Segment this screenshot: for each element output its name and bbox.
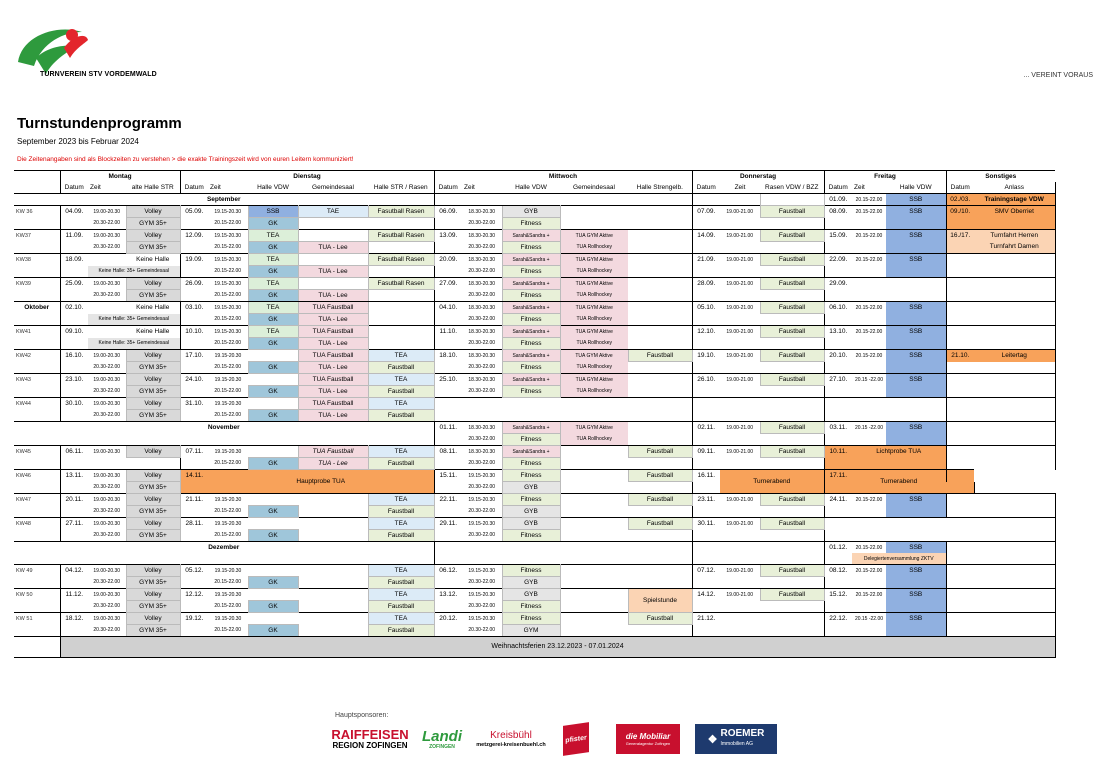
cell-ssb: SSB	[886, 254, 946, 266]
cell-tua-roll: TUA Rollhockey	[560, 362, 628, 374]
cell-ssb: SSB	[248, 206, 298, 218]
cell-tua-roll: TUA Rollhockey	[560, 314, 628, 326]
cell-faustball: Faustball	[368, 458, 434, 470]
page-title: Turnstundenprogramm	[17, 115, 182, 132]
cell-tea: TEA	[368, 589, 434, 601]
cell-gym35: GYM 35+	[126, 530, 180, 542]
cell-ssb: SSB	[886, 194, 946, 206]
cell-tua-roll: TUA Rollhockey	[560, 242, 628, 254]
col-anlass: Anlass	[974, 182, 1055, 194]
cell-volley: Volley	[126, 398, 180, 410]
cell-volley: Volley	[126, 518, 180, 530]
cell-faustball: Faustball	[628, 494, 692, 506]
sponsor-roemer: ❖ ROEMER Immobilien AG	[695, 724, 777, 754]
cell-ssb: SSB	[886, 374, 946, 386]
cell-tua-gym: TUA GYM Aktive	[560, 230, 628, 242]
col-halle-vdw: Halle VDW	[248, 182, 298, 194]
col-datum: Datum	[60, 182, 88, 194]
cell-fitness: Fitness	[502, 565, 560, 577]
cell-ssb: SSB	[886, 302, 946, 314]
cell-faustball: Fasutball Rasen	[368, 230, 434, 242]
cell-faustball: Faustball	[760, 326, 824, 338]
col-zeit: Zeit	[88, 182, 126, 194]
cell-gk: GK	[248, 266, 298, 278]
cell-tea: TEA	[368, 565, 434, 577]
cell-turnerabend: Turnerabend	[852, 470, 946, 494]
cell-ssb: SSB	[886, 565, 946, 577]
roemer-icon: ❖	[707, 733, 718, 746]
cell-volley: Volley	[126, 613, 180, 625]
cell-tua-gym: TUA GYM Aktive	[560, 326, 628, 338]
cell-gk: GK	[248, 458, 298, 470]
kw-label: KW45	[14, 446, 60, 458]
cell-fitness: Fitness	[502, 458, 560, 470]
cell-tea: TEA	[368, 398, 434, 410]
col-gemeindesaal: Gemeindesaal	[298, 182, 368, 194]
col-halle-vdw: Halle VDW	[502, 182, 560, 194]
cell-tua-gym: TUA GYM Aktive	[560, 302, 628, 314]
cell-sarah: Sarah&Sandra +	[502, 422, 560, 434]
cell-faustball: Faustball	[760, 422, 824, 434]
cell-faustball: Faustball	[760, 565, 824, 577]
col-zeit: Zeit	[720, 182, 760, 194]
kw-label: KW 36	[14, 206, 60, 218]
cell-faustball: Faustball	[760, 374, 824, 386]
cell-keine-halle: Keine Halle	[136, 303, 170, 311]
cell-gym35: GYM 35+	[126, 362, 180, 374]
cell-gym35: GYM 35+	[126, 242, 180, 254]
cell-tua-roll: TUA Rollhockey	[560, 434, 628, 446]
cell-sarah: Sarah&Sandra +	[502, 350, 560, 362]
cell-tua-faustball: TUA Faustball	[298, 374, 368, 386]
cell-tae: TAE	[298, 206, 368, 218]
cell-gym35: GYM 35+	[126, 506, 180, 518]
cell-sarah: Sarah&Sandra +	[502, 230, 560, 242]
cell-faustball: Faustball	[628, 613, 692, 625]
sponsor-landi: Landi ZOFINGEN	[422, 727, 462, 750]
period: September 2023 bis Februar 2024	[17, 137, 139, 146]
cell-gk: GK	[248, 530, 298, 542]
col-datum: Datum	[180, 182, 208, 194]
cell-fitness: Fitness	[502, 386, 560, 398]
cell-faustball: Faustball	[760, 206, 824, 218]
time-note: Die Zeitenangaben sind als Blockzeiten zu verstehen > die exakte Trainingszeit wird von euren Leitern kommuniziert!	[17, 156, 354, 163]
slogan: ... VEREINT VORAUS	[1023, 72, 1093, 79]
cell-fitness: Fitness	[502, 314, 560, 326]
kw-label: KW46	[14, 470, 60, 482]
cell-event: Turnfahrt Herren	[974, 230, 1055, 242]
cell-fitness: Fitness	[502, 494, 560, 506]
cell-tua-roll: TUA Rollhockey	[560, 338, 628, 350]
cell-gyb: GYB	[502, 506, 560, 518]
kw-label: KW41	[14, 326, 60, 338]
cell-volley: Volley	[126, 374, 180, 386]
cell-faustball: Faustball	[628, 470, 692, 482]
cell-faustball: Faustball	[368, 577, 434, 589]
cell-fitness: Fitness	[502, 601, 560, 613]
cell-volley: Volley	[126, 565, 180, 577]
cell-tea: TEA	[368, 446, 434, 458]
cell-turnerabend: Turnerabend	[720, 470, 824, 494]
cell-tua-lee: TUA - Lee	[298, 338, 368, 350]
cell-gk: GK	[248, 601, 298, 613]
cell-faustball: Faustball	[628, 446, 692, 458]
cell-event: Delegiertenversammlung ZKTV	[852, 553, 946, 565]
cell-tua-roll: TUA Rollhockey	[560, 266, 628, 278]
cell-fitness: Fitness	[502, 338, 560, 350]
day-donnerstag: Donnerstag	[692, 171, 824, 183]
cell-ssb: SSB	[886, 350, 946, 362]
col-datum: Datum	[434, 182, 462, 194]
cell-tea: TEA	[368, 518, 434, 530]
month-september: September	[206, 195, 241, 203]
month-november: November	[207, 423, 240, 431]
col-rasen-vdw-bzz: Rasen VDW / BZZ	[760, 182, 824, 194]
cell-gym35: GYM 35+	[126, 290, 180, 302]
cell-tua-lee: TUA - Lee	[298, 290, 368, 302]
cell-faustball: Faustball	[368, 362, 434, 374]
cell-faustball: Faustball	[368, 410, 434, 422]
cell-event: Turnfahrt Damen	[974, 242, 1055, 254]
kw-label: KW 51	[14, 613, 60, 625]
cell-gk: GK	[248, 242, 298, 254]
cell-gk: GK	[248, 218, 298, 230]
cell-tea: TEA	[248, 230, 298, 242]
cell-faustball: Faustball	[760, 589, 824, 601]
cell-keine-halle-gs: Keine Halle: 35+ Gemeindesaal	[88, 314, 180, 326]
cell-tea: TEA	[248, 254, 298, 266]
cell-faustball: Faustball	[368, 625, 434, 637]
cell-volley: Volley	[126, 470, 180, 482]
cell-faustball: Faustball	[368, 386, 434, 398]
cell-tua-lee: TUA - Lee	[298, 410, 368, 422]
cell-gyb: GYB	[502, 577, 560, 589]
cell-tua-lee: TUA - Lee	[298, 458, 368, 470]
cell-gym35: GYM 35+	[126, 625, 180, 637]
kw-label: KW43	[14, 374, 60, 386]
cell-keine-halle: Keine Halle	[126, 326, 180, 338]
cell-tua-roll: TUA Rollhockey	[560, 386, 628, 398]
cell-faustball: Faustball	[760, 446, 824, 458]
cell-faustball: Faustball	[368, 506, 434, 518]
col-zeit: Zeit	[208, 182, 248, 194]
day-sonstiges: Sonstiges	[946, 171, 1055, 183]
club-name: TURNVEREIN STV VORDEMWALD	[40, 71, 157, 78]
col-halle-strengelb: Halle Strengelb.	[628, 182, 692, 194]
cell-faustball: Fasutball Rasen	[368, 278, 434, 290]
cell-ssb: SSB	[886, 422, 946, 434]
cell-gym: GYM	[502, 625, 560, 637]
cell-ssb: SSB	[886, 542, 946, 554]
cell-volley: Volley	[126, 446, 180, 458]
cell-event: Trainingstage VDW	[974, 194, 1055, 206]
month-dezember: Dezember	[208, 543, 240, 551]
cell-ssb: SSB	[886, 230, 946, 242]
day-dienstag: Dienstag	[180, 171, 434, 183]
cell-fitness: Fitness	[502, 290, 560, 302]
cell-tua-gym: TUA GYM Aktive	[560, 374, 628, 386]
cell-tua-gym: TUA GYM Aktive	[560, 422, 628, 434]
cell-ssb: SSB	[886, 206, 946, 218]
cell-gym35: GYM 35+	[126, 577, 180, 589]
col-zeit: Zeit	[462, 182, 502, 194]
sponsor-mobiliar: die Mobiliar Generalagentur Zofingen	[616, 724, 680, 754]
cell-faustball: Faustball	[628, 350, 692, 362]
col-datum: Datum	[946, 182, 974, 194]
cell-gk: GK	[248, 338, 298, 350]
cell-faustball: Faustball	[628, 518, 692, 530]
cell-sarah: Sarah&Sandra +	[502, 374, 560, 386]
cell-tua-gym: TUA GYM Aktive	[560, 254, 628, 266]
cell-tua-faustball: TUA Faustball	[298, 350, 368, 362]
cell-tua-faustball: TUA Faustball	[298, 326, 368, 338]
cell-tea: TEA	[248, 278, 298, 290]
day-montag: Montag	[60, 171, 180, 183]
cell-keine-halle-gs: Keine Halle: 35+ Gemeindesaal	[88, 266, 180, 278]
cell-gk: GK	[248, 577, 298, 589]
kw-label: KW 49	[14, 565, 60, 577]
cell-volley: Volley	[126, 278, 180, 290]
schedule-table: Montag Dienstag Mittwoch Donnerstag Freitag Sonstiges Datum Zeit alte Halle STR Datum Zeit Halle VDW Gemeindesaal Halle STR / Rasen Datum Zeit Halle VDW Gemeindesaal Halle Strengelb. Datum Zeit Rasen VDW / BZZ Datum Zeit Halle VDW Datum Anlass September 01.09. 20.15-22.00 SSB 02./03. Trainingstage VDW KW 36 04.09. 19.00-20.30 Volley 05.09. 19.15-20.30 SSB TAE Fasutball Rasen 06.09. 18.30-20.30 GYB 07.09. 19.00-21.00 Faustball 08.09. 20.15-22.00 SSB 09./10. SMV Oberriet 20.30-22.00 GYM 35+ 20.15-22.00 GK 20.30-22.00 Fitness KW37 11.09. 19.00-20.30 Volley 12.09. 19.15-20.30 TEA Fasutball Rasen 13.09. 18.30-20.30 Sarah&Sandra + TUA GYM Aktive 14.09. 19.00-21.00 Faustball 15.09. 20.15-22.00 SSB 16./17. Turnfahrt Herren 20.30-22.00 GYM 35+ 20.15-22.00 GK TUA - Lee 20.30-22.00 Fitness TUA Rollhockey Turnfahrt Damen KW38 18.09. Keine Halle 19.09. 19.15-20.30 TEA Fasutball Rasen 20.09. 18.30-20.30 Sarah&Sandra + TUA GYM Aktive 21.09. 19.00-21.00 Faustball 22.09. 20.15-22.00 SSB Keine Halle: 35+ Gemeindesaal 20.15-22.00 GK TUA - Lee 20.30-22.00 Fitness TUA Rollhockey KW39 25.09. 19.00-20.30 Volley 26.09. 19.15-20.30 TEA Fasutball Rasen 27.09. 18.30-20.30 Sarah&Sandra + TUA GYM Aktive 28.09. 19.00-21.00 Faustball 29.09. 20.30-22.00 GYM 35+ 20.15-22.00 GK TUA - Lee 20.30-22.00 Fitness TUA Rollhockey Oktober 02.10. Keine Halle 03.10. 19.15-20.30 TEA TUA Faustball 04.10. 18.30-20.30 Sarah&Sandra + TUA GYM Aktive 05.10. 19.00-21.00 Faustball 06.10. 20.15-22.00 SSB Keine Halle: 35+ Gemeindesaal 20.15-22.00 GK TUA - Lee 20.30-22.00 Fitness TUA Rollhockey KW41 09.10. Keine Halle 10.10. 19.15-20.30 TEA TUA Faustball 11.10. 18.30-20.30 Sarah&Sandra + TUA GYM Aktive 12.10. 19.00-21.00 Faustball 13.10. 20.15-22.00 SSB Keine Halle: 35+ Gemeindesaal 20.15-22.00 GK TUA - Lee 20.30-22.00 Fitness TUA Rollhockey KW42 16.10. 19.00-20.30 Volley 17.10. 19.15-20.30 TUA Faustball TEA 18.10. 18.30-20.30 Sarah&Sandra + TUA GYM Aktive Faustball 19.10. 19.00-21.00 Faustball 20.10. 20.15-22.00 SSB 21.10. Leitertag 20.30-22.00 GYM 35+ 20.15-22.00 GK TUA - Lee Faustball 20.30-22.00 Fitness TUA Rollhockey KW43 23.10. 19.00-20.30 Volley 24.10. 19.15-20.30 TUA Faustball TEA 25.10. 18.30-20.30 Sarah&Sandra + TUA GYM Aktive 26.10. 19.00-21.00 Faustball 27.10. 20.15 -22.00 SSB 20.30-22.00 GYM 35+ 20.15-22.00 GK TUA - Lee Faustball 20.30-22.00 Fitness TUA Rollhockey KW44 30.10. 19.00-20.30 Volley 31.10. 19.15-20.30 TUA Faustball TEA 20.30-22.00 GYM 35+ 20.15-22.00 GK TUA - Lee Faustball November 01.11. 18.30-20.30 Sarah&Sandra + TUA GYM Aktive 02.11. 19.00-21.00 Faustball 03.11. 20.15 -22.00 SSB 20.30-22.00 Fitness TUA Rollhockey KW45 06.11. 19.00-20.30 Volley 07.11. 19.15-20.30 TUA Faustball TEA 08.11. 18.30-20.30 Sarah&Sandra + Faustball 09.11. 19.00-21.00 Faustball 10.11. Lichtprobe TUA 20.15-22.00 GK TUA - Lee Faustball 20.30-22.00 Fitness KW46 13.11. 19.00-20.30 Volley 14.11. Hauptprobe TUA 15.11. 19.15-20.30 Fitness Faustball 16.11. Turnerabend 17.11. Turnerabend 20.30-22.00 GYM 35+ 20.30-22.00 GYB KW47 20.11. 19.00-20.30 Volley 21.11. 19.15-20.30 TEA 22.11. 19.15-20.30 Fitness Faustball 23.11. 19.00-21.00 Faustball 24.11. 20.15-22.00 SSB 20.30-22.00 GYM 35+ 20.15-22.00 GK Faustball 20.30-22.00 GYB KW48 27.11. 19.00-20.30 Volley 28.11. 19.15-20.30 TEA 29.11. 19.15-20.30 GYB Faustball 30.11. 19.00-21.00 Faustball 20.30-22.00 GYM 35+ 20.15-22.00 GK Faustball 20.30-22.00 Fitness Dezember 01.12. 20.15-22.00 SSB Delegiertenversammlung ZKTV KW 49 04.12. 19.00-20.30 Volley 05.12. 19.15-20.30 TEA 06.12. 19.15-20.30 Fitness 07.12. 19.00-21.00 Faustball 08.12. 20.15-22.00 SSB 20.30-22.00 GYM 35+ 20.15-22.00 GK Faustball 20.30-22.00 GYB KW 50 11.12. 19.00-20.30 Volley 12.12. 19.15-20.30 TEA 13.12. 19.15-20.30 GYB Spielstunde 14.12. 19.00-21.00 Faustball 15.12. 20.15-22.00 SSB 20.30-22.00 GYM 35+ 20.15-22.00 GK Faustball 20.30-22.00 Fitness KW 51 18.12. 19.00-20.30 Volley 19.12. 19.15-20.30 TEA 20.12. 19.15-20.30 Fitness Faustball 21.12. 22.12. 20.15 -22.00 SSB 20.30-22.00 GYM 35+ 20.15-22.00 GK Faustball 20.30-22.00 GYM Weihnachtsferien 23.12.2023 - 07.01.2024	[14, 170, 1056, 658]
cell-ssb: SSB	[886, 589, 946, 601]
cell-ssb: SSB	[886, 326, 946, 338]
cell-gym35: GYM 35+	[126, 218, 180, 230]
cell-tua-roll: TUA Rollhockey	[560, 290, 628, 302]
cell-sarah: Sarah&Sandra +	[502, 278, 560, 290]
cell-tea: TEA	[368, 494, 434, 506]
cell-fitness: Fitness	[502, 530, 560, 542]
col-datum: Datum	[692, 182, 720, 194]
cell-sarah: Sarah&Sandra +	[502, 326, 560, 338]
cell-fitness: Fitness	[502, 434, 560, 446]
sponsor-kreisbuehl: Kreisbühl metzgerei-kreisenbuehl.ch	[476, 730, 546, 748]
cell-gyb: GYB	[502, 482, 560, 494]
sponsors-label: Hauptsponsoren:	[335, 712, 389, 719]
cell-volley: Volley	[126, 589, 180, 601]
cell-ssb: SSB	[886, 494, 946, 506]
cell-volley: Volley	[126, 206, 180, 218]
cell-tua-lee: TUA - Lee	[298, 242, 368, 254]
month-oktober: Oktober	[24, 303, 50, 311]
cell-faustball: Fasutball Rasen	[368, 254, 434, 266]
cell-faustball: Faustball	[760, 230, 824, 242]
cell-gk: GK	[248, 314, 298, 326]
kw-label: KW42	[14, 350, 60, 362]
cell-event: SMV Oberriet	[974, 206, 1055, 218]
christmas-holiday: Weihnachtsferien 23.12.2023 - 07.01.2024	[60, 637, 1055, 658]
cell-sarah: Sarah&Sandra +	[502, 446, 560, 458]
cell-gyb: GYB	[502, 206, 560, 218]
kw-label: KW44	[14, 398, 60, 410]
cell-gk: GK	[248, 386, 298, 398]
cell-spielstunde: Spielstunde	[628, 589, 692, 613]
cell-faustball: Faustball	[760, 518, 824, 530]
cell-tea: TEA	[368, 374, 434, 386]
cell-volley: Volley	[126, 494, 180, 506]
cell-gym35: GYM 35+	[126, 601, 180, 613]
cell-faustball: Faustball	[760, 302, 824, 314]
cell-sarah: Sarah&Sandra +	[502, 254, 560, 266]
cell-tea: TEA	[368, 350, 434, 362]
cell-sarah: Sarah&Sandra +	[502, 302, 560, 314]
sponsor-pfister: pfister	[563, 722, 589, 756]
cell-tua-lee: TUA - Lee	[298, 314, 368, 326]
cell-gk: GK	[248, 290, 298, 302]
cell-tua-faustball: TUA Faustball	[298, 446, 368, 458]
kw-label: KW39	[14, 278, 60, 290]
col-halle-str-rasen: Halle STR / Rasen	[368, 182, 434, 194]
col-zeit: Zeit	[852, 182, 886, 194]
cell-keine-halle-gs: Keine Halle: 35+ Gemeindesaal	[88, 338, 180, 350]
cell-fitness: Fitness	[502, 242, 560, 254]
cell-tua-gym: TUA GYM Aktive	[560, 278, 628, 290]
cell-faustball: Faustball	[760, 494, 824, 506]
cell-tua-faustball: TUA Faustball	[298, 302, 368, 314]
cell-volley: Volley	[126, 350, 180, 362]
cell-gk: GK	[248, 625, 298, 637]
cell-gym35: GYM 35+	[126, 386, 180, 398]
cell-tua-gym: TUA GYM Aktive	[560, 350, 628, 362]
cell-fitness: Fitness	[502, 470, 560, 482]
day-mittwoch: Mittwoch	[434, 171, 692, 183]
cell-fitness: Fitness	[502, 266, 560, 278]
kw-label: KW38	[14, 254, 60, 266]
cell-gk: GK	[248, 410, 298, 422]
col-alte-halle: alte Halle STR	[126, 182, 180, 194]
cell-faustball: Faustball	[760, 254, 824, 266]
cell-tea: TEA	[248, 326, 298, 338]
cell-faustball: Fasutball Rasen	[368, 206, 434, 218]
kw-label: KW 50	[14, 589, 60, 601]
cell-tua-lee: TUA - Lee	[298, 386, 368, 398]
cell-faustball: Faustball	[760, 278, 824, 290]
cell-fitness: Fitness	[502, 218, 560, 230]
col-halle-vdw: Halle VDW	[886, 182, 946, 194]
cell-gyb: GYB	[502, 518, 560, 530]
kw-label: KW47	[14, 494, 60, 506]
kw-label: KW37	[14, 230, 60, 242]
cell-fitness: Fitness	[502, 362, 560, 374]
col-datum: Datum	[824, 182, 852, 194]
sponsor-raiffeisen: RAIFFEISEN REGION ZOFINGEN	[331, 727, 409, 750]
day-freitag: Freitag	[824, 171, 946, 183]
cell-event: Leitertag	[974, 350, 1055, 362]
cell-gk: GK	[248, 506, 298, 518]
cell-gyb: GYB	[502, 589, 560, 601]
cell-tua-lee: TUA - Lee	[298, 362, 368, 374]
cell-tua-faustball: TUA Faustball	[298, 398, 368, 410]
cell-faustball: Faustball	[368, 530, 434, 542]
cell-fitness: Fitness	[502, 613, 560, 625]
cell-ssb: SSB	[886, 613, 946, 625]
cell-gym35: GYM 35+	[126, 482, 180, 494]
col-gemeindesaal: Gemeindesaal	[560, 182, 628, 194]
cell-faustball: Faustball	[368, 601, 434, 613]
cell-tua-lee: TUA - Lee	[298, 266, 368, 278]
cell-gk: GK	[248, 362, 298, 374]
cell-volley: Volley	[126, 230, 180, 242]
cell-event: Lichtprobe TUA	[852, 446, 946, 458]
kw-label: KW48	[14, 518, 60, 530]
cell-hauptprobe: Hauptprobe TUA	[208, 470, 434, 494]
cell-tea: TEA	[368, 613, 434, 625]
cell-keine-halle: Keine Halle	[126, 254, 180, 266]
cell-faustball: Faustball	[760, 350, 824, 362]
cell-gym35: GYM 35+	[126, 410, 180, 422]
cell-tea: TEA	[248, 302, 298, 314]
